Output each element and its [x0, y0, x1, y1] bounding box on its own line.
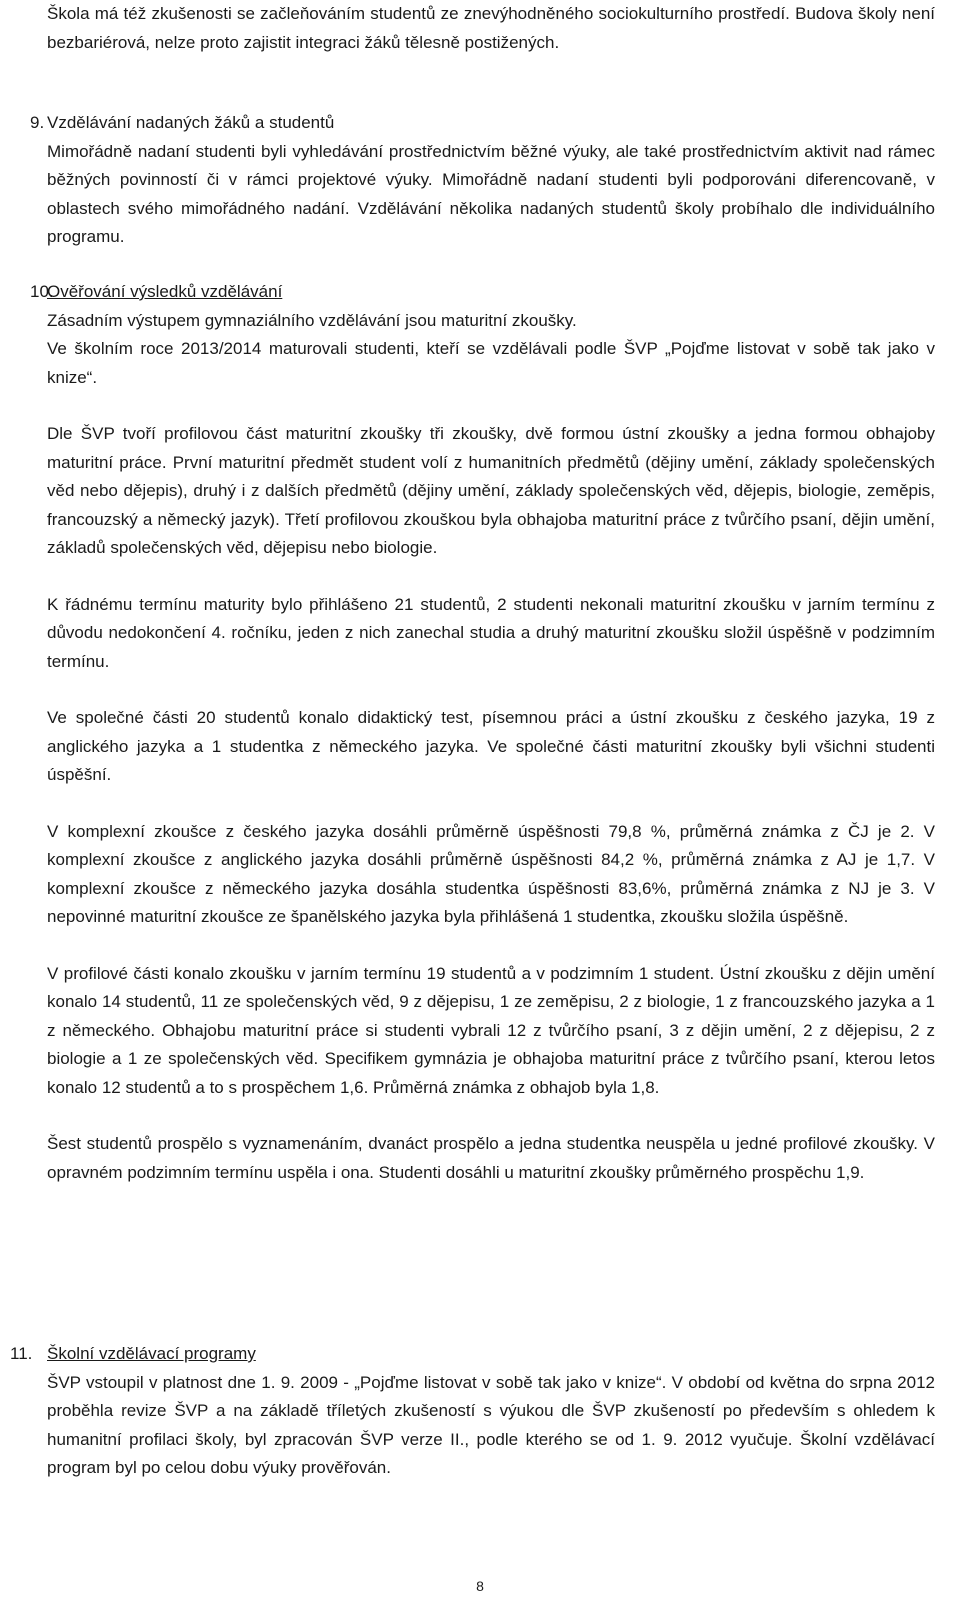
section-11-paragraph-1: ŠVP vstoupil v platnost dne 1. 9. 2009 - „Pojďme listovat v sobě tak jako v knize“. V období od května do srpna 2012 proběhla revize ŠVP a na základě tříletých zkušeností s výukou dle ŠVP zkušeností po především s ohledem k humanitní profilaci školy, byl zpracován ŠVP verze II., podle kterého se od 1. 9. 2012 vyučuje. Školní vzdělávací program byl po celou dobu výuky prověřován.: [47, 1372, 935, 1477]
section-10-paragraph-5: Ve společné části 20 studentů konalo didaktický test, písemnou práci a ústní zkoušku z českého jazyka, 19 z anglického jazyka a 1 studentka z německého jazyka. Ve společné části maturitní zkoušky byli všichni studenti úspěšní.: [47, 708, 935, 784]
section-title: Vzdělávání nadaných žáků a studentů: [47, 113, 335, 132]
section-9-paragraph-1: Mimořádně nadaní studenti byli vyhledávání prostřednictvím běžné výuky, ale také prostřednictvím aktivit nad rámec běžných povinností či v rámci projektové výuky. Mimořádně nadaní studenti byli podporováni diferencovaně, v oblastech svého mimořádného nadání. Vzdělávání několika nadaných studentů školy probíhalo dle individuálního programu.: [47, 141, 935, 246]
section-9: [30, 109, 935, 252]
section-10-paragraph-4: K řádnému termínu maturity bylo přihlášeno 21 studentů, 2 studenti nekonali maturitní zkoušku v jarním termínu z důvodu nedokončení 4. ročníku, jeden z nich zanechal studia a druhý maturitní zkoušku složil úspěšně v podzimním termínu.: [47, 594, 935, 671]
section-10-paragraph-3: Dle ŠVP tvoří profilovou část maturitní zkoušky tři zkoušky, dvě formou ústní zkoušky a jedna formou obhajoby maturitní práce. První maturitní předmět student volí z humanitních předmětů (dějiny umění, základy společenských věd nebo dějepis), druhý i z dalších předmětů (dějiny umění, základy společenských věd, dějepis, biologie, zeměpis, francouzský a německý jazyk). Třetí profilovou zkouškou byla obhajoba maturitní práce z tvůrčího psaní, dějin umění, základů společenských věd, dějepisu nebo biologie.: [47, 424, 935, 557]
section-10-heading: [30, 278, 935, 307]
section-number: 11.: [10, 1344, 33, 1363]
section-title: Školní vzdělávací programy: [47, 1344, 256, 1363]
intro-paragraph: Škola má též zkušenosti se začleňováním studentů ze znevýhodněného sociokulturního prostředí. Budova školy není bezbariérová, nelze proto zajistit integraci žáků tělesně postižených.: [47, 4, 935, 52]
section-9-heading: [30, 109, 935, 138]
section-10: [30, 278, 935, 1187]
section-title: Ověřování výsledků vzdělávání: [47, 282, 283, 301]
section-10-paragraph-8: Šest studentů prospělo s vyznamenáním, dvanáct prospělo a jedna studentka neuspěla u jedné profilové zkoušky. V opravném podzimním termínu uspěla i ona. Studenti dosáhli u maturitní zkoušky průměrného prospěchu 1,9.: [47, 1134, 935, 1182]
section-10-paragraph-1: Zásadním výstupem gymnaziálního vzdělávání jsou maturitní zkoušky.: [47, 310, 577, 330]
section-11-heading: [10, 1340, 935, 1369]
section-11: [10, 1340, 935, 1483]
section-10-paragraph-2: Ve školním roce 2013/2014 maturovali studenti, kteří se vzdělávali podle ŠVP „Pojďme listovat v sobě tak jako v knize“.: [47, 339, 935, 387]
intro-block: [47, 0, 935, 57]
section-number: 9.: [30, 113, 45, 132]
section-10-paragraph-7: V profilové části konalo zkoušku v jarním termínu 19 studentů a v podzimním 1 student. Ústní zkoušku z dějin umění konalo 14 studentů, 11 ze společenských věd, 9 z dějepisu, 1 ze zeměpisu, 2 z biologie, 1 z francouzského jazyka a 1 z německého. Obhajobu maturitní práce si studenti vybrali 12 z tvůrčího psaní, 3 z dějin umění, 2 z dějepisu, 2 z biologie a 1 ze společenských věd. Specifikem gymnázia je obhajoba maturitní práce z tvůrčího psaní, kterou letos konalo 12 studentů a to s prospěchem 1,6. Průměrná známka z obhajob byla 1,8.: [47, 963, 935, 1097]
page-number: 8: [476, 1578, 484, 1594]
section-10-paragraph-6: V komplexní zkoušce z českého jazyka dosáhli průměrně úspěšnosti 79,8 %, průměrná známka z ČJ je 2. V komplexní zkoušce z anglického jazyka dosáhli průměrně úspěšnosti 84,2 %, průměrná známka z AJ je 1,7. V komplexní zkoušce z německého jazyka dosáhla studentka úspěšnosti 83,6%, průměrná známka z NJ je 3. V nepovinné maturitní zkoušce ze španělského jazyka byla přihlášená 1 studentka, zkoušku složila úspěšně.: [47, 821, 935, 926]
section-number: 10.: [30, 282, 54, 301]
